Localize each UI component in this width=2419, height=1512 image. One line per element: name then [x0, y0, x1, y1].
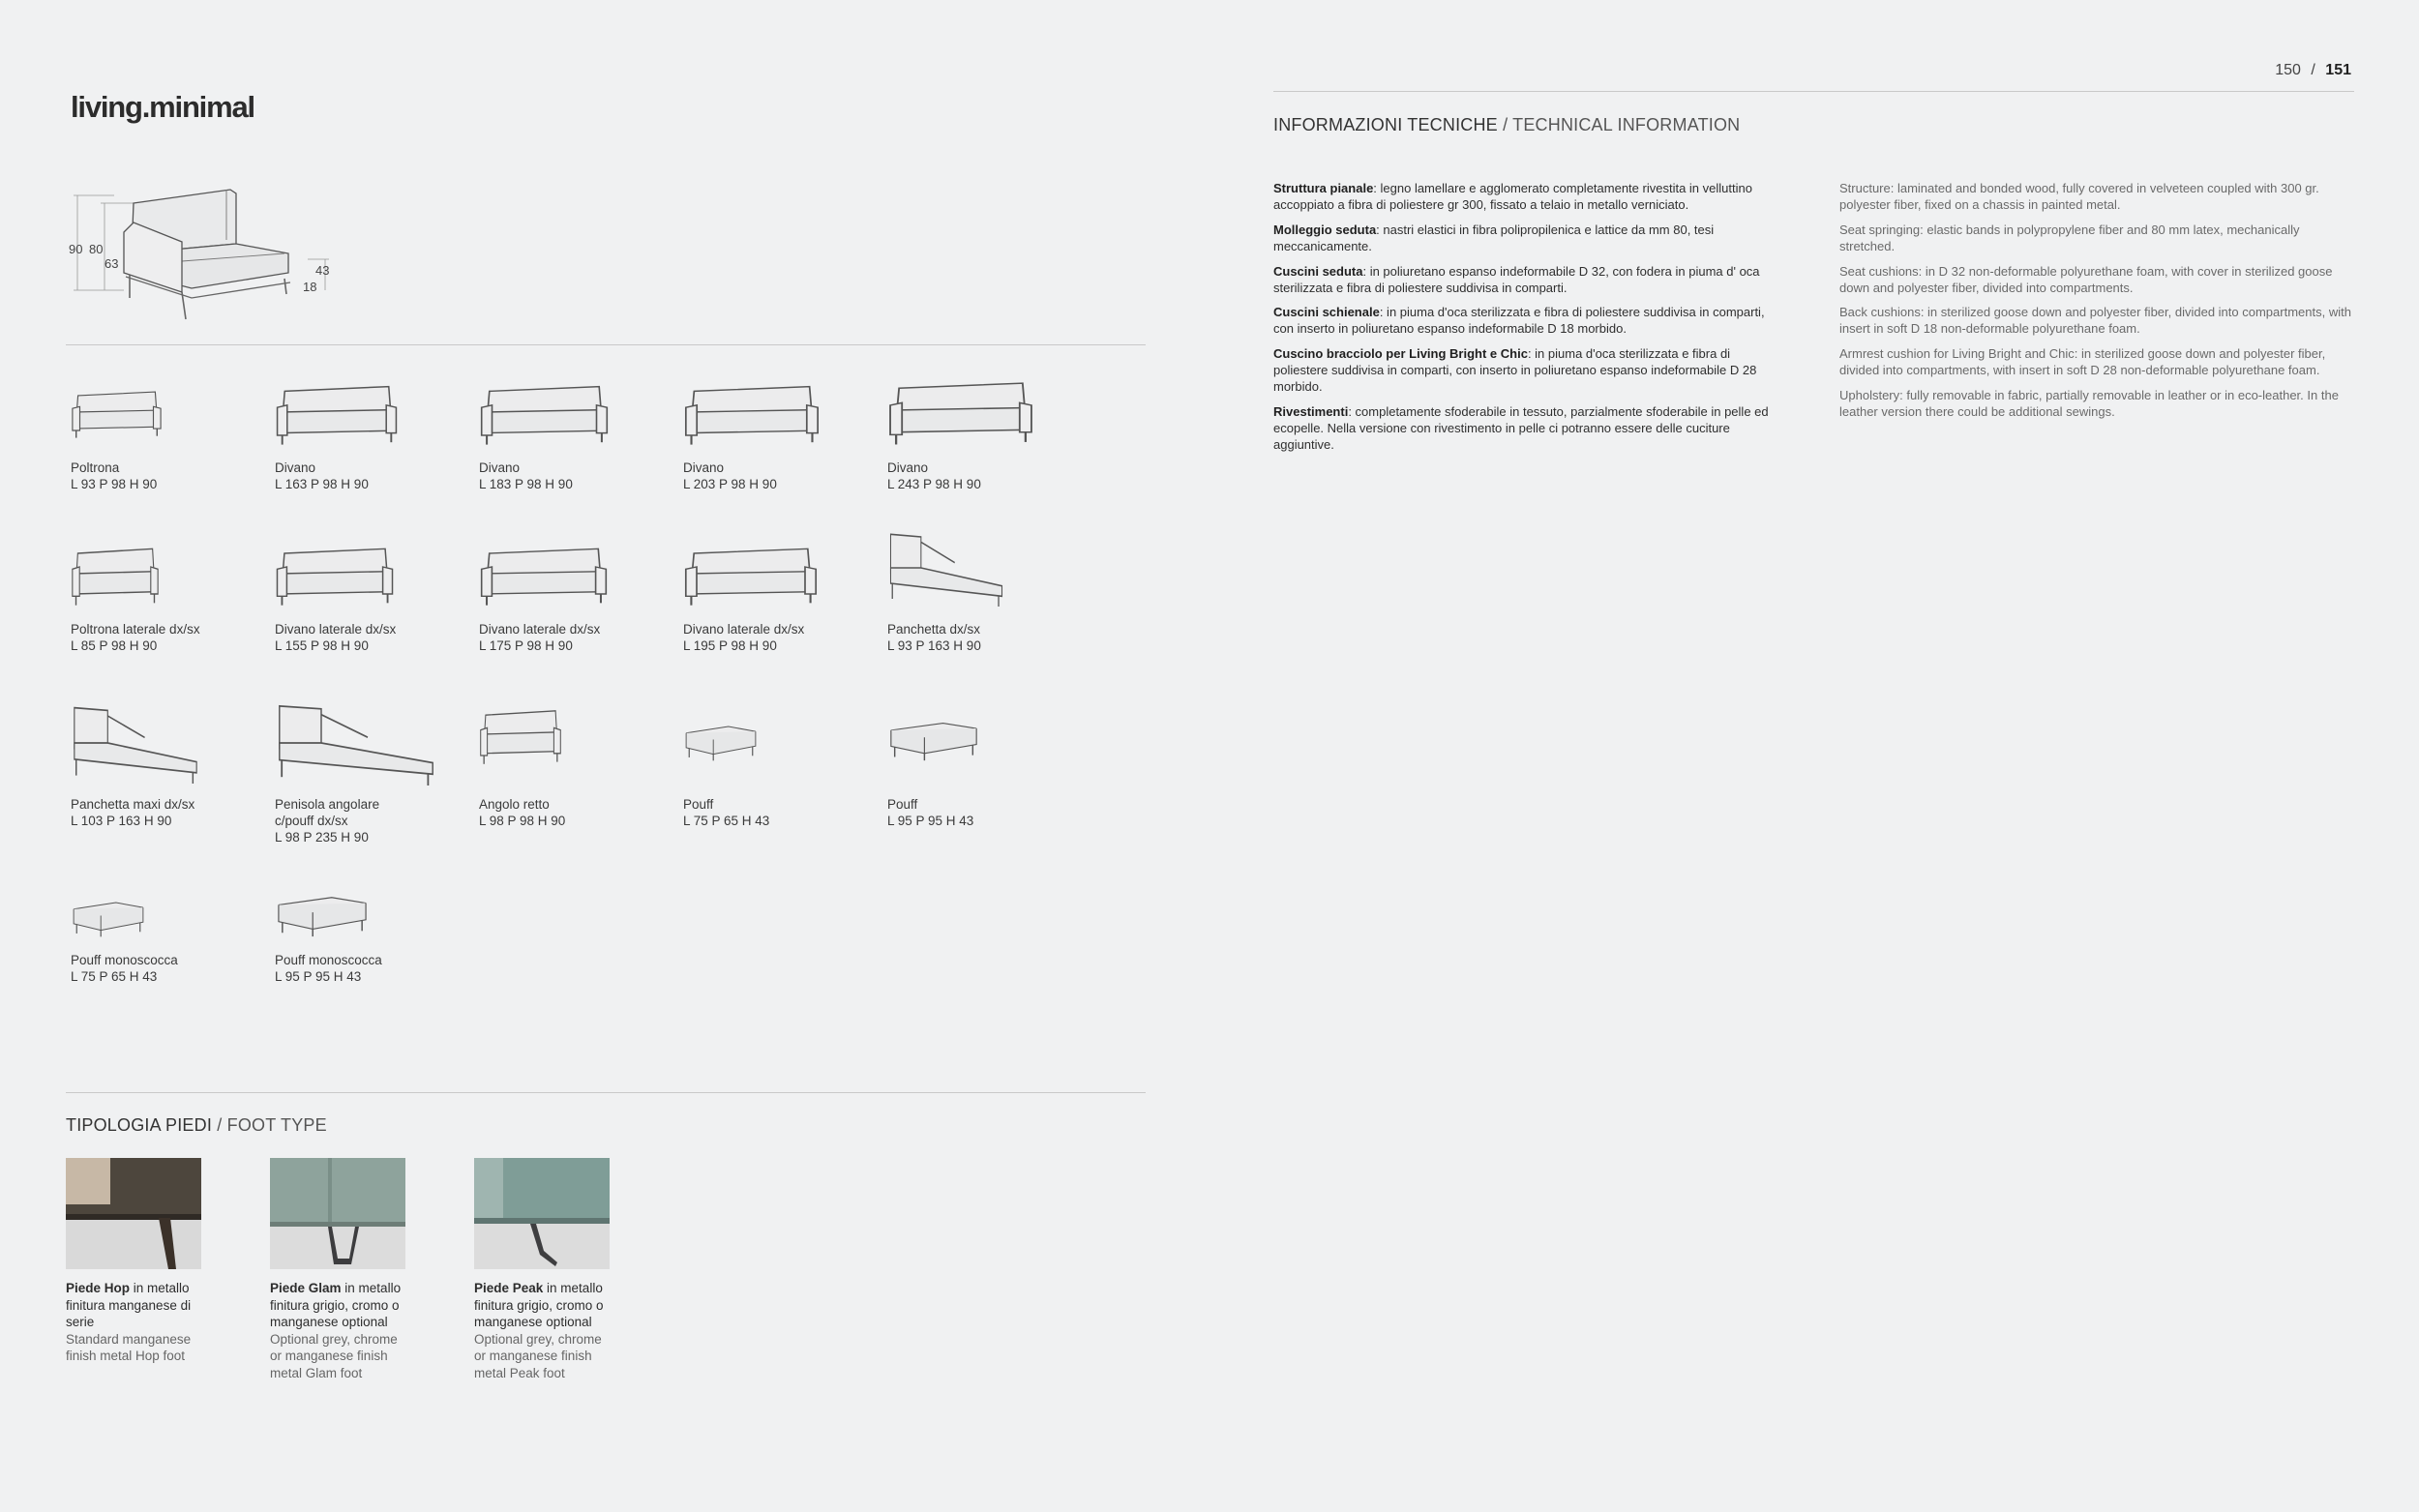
model-item [479, 540, 672, 653]
page-numbers [2275, 62, 2351, 79]
foot-desc-it: in metallo finitura grigio, cromo o manganese optional [474, 1281, 604, 1329]
model-item [71, 702, 264, 828]
tech-paragraph-en: Seat springing: elastic bands in polypropylene fiber and 80 mm latex, mechanically stretched. [1839, 222, 2300, 253]
model-name: Pouff [887, 797, 918, 812]
foot-card-hop [66, 1158, 203, 1365]
model-dims: L 95 P 95 H 43 [275, 969, 362, 984]
dimension-label: 18 [303, 280, 317, 294]
model-item [275, 700, 459, 845]
model-dims: L 75 P 65 H 43 [71, 969, 158, 984]
model-item [71, 377, 264, 491]
pouf-drawing [887, 718, 980, 762]
foot-desc-it: in metallo finitura manganese di serie [66, 1281, 192, 1329]
tech-text: : legno lamellare e agglomerato completamente rivestita in velluttino accoppiato a fibra di poliestere gr 300, fissato a telaio in metallo verniciato. [1273, 181, 1752, 212]
foot-desc-en: Standard manganese finish metal Hop foot [66, 1331, 192, 1363]
tech-paragraph-en: Seat cushions: in D 32 non-deformable polyurethane foam, with cover in sterilized goose down and polyester fiber, divided into compartments. [1839, 263, 2333, 295]
model-name: Divano [887, 460, 929, 475]
model-item [683, 540, 877, 653]
tech-paragraph [1273, 181, 1786, 214]
tech-paragraph [1273, 222, 1786, 255]
model-name: Poltrona laterale dx/sx [71, 622, 200, 637]
sofa-drawing [887, 373, 1034, 447]
model-item [683, 722, 877, 828]
foot-hop-photo [66, 1158, 201, 1269]
model-item [887, 529, 1081, 653]
model-name: Divano laterale dx/sx [479, 622, 601, 637]
model-dims: L 163 P 98 H 90 [275, 477, 369, 491]
page-number-right: 151 [2325, 62, 2351, 78]
model-dims: L 98 P 235 H 90 [275, 830, 369, 845]
model-name: Divano laterale dx/sx [683, 622, 805, 637]
foot-name: Piede Glam [270, 1281, 342, 1295]
model-dims: L 155 P 98 H 90 [275, 638, 369, 653]
model-dims: L 175 P 98 H 90 [479, 638, 573, 653]
sofa-drawing [479, 377, 610, 447]
tech-text: : in poliuretano espanso indeformabile D 32, con fodera in piuma d' oca sterilizzata e fibra di poliestere suddivisa in comparti. [1273, 263, 1760, 295]
tech-paragraph [1273, 346, 1786, 396]
model-item [71, 898, 264, 984]
tech-text: : in piuma d'oca sterilizzata e fibra di poliestere suddivisa in comparti, con inserto in poliuretano espanso indeformabile D 18 morbido. [1273, 305, 1765, 337]
model-item [275, 892, 468, 984]
divider [66, 1092, 1146, 1093]
page-number-separator: / [2311, 62, 2315, 78]
foot-glam-photo [270, 1158, 405, 1269]
page-number-left: 150 [2275, 62, 2301, 78]
model-item [479, 377, 672, 491]
tech-text: : nastri elastici in fibra polipropilenica e lattice da mm 80, tesi meccanicamente. [1273, 222, 1715, 253]
model-item [71, 540, 264, 653]
sofa-drawing [275, 377, 399, 447]
foot-name: Piede Hop [66, 1281, 131, 1295]
foot-title-en: FOOT TYPE [226, 1115, 327, 1135]
model-dims: L 183 P 98 H 90 [479, 477, 573, 491]
foot-title-it: TIPOLOGIA PIEDI [66, 1115, 213, 1135]
foot-card-glam [270, 1158, 407, 1381]
tech-paragraph [1273, 305, 1786, 338]
corner-peninsula-drawing [275, 700, 437, 786]
divider [66, 344, 1146, 345]
sofa-side-drawing [683, 540, 819, 608]
model-name: Pouff [683, 797, 714, 812]
tech-info-italian [1273, 181, 1786, 462]
model-dims: L 203 P 98 H 90 [683, 477, 777, 491]
model-dims: L 93 P 163 H 90 [887, 638, 981, 653]
tech-title-it: INFORMAZIONI TECNICHE [1273, 115, 1498, 134]
foot-desc-en: Optional grey, chrome or manganese finish metal Glam foot [270, 1331, 398, 1380]
sofa-drawing [683, 377, 821, 447]
bench-maxi-drawing [71, 702, 200, 784]
foot-card-peak [474, 1158, 612, 1381]
foot-desc-it: in metallo finitura grigio, cromo o manganese optional [270, 1281, 402, 1329]
model-dims: L 85 P 98 H 90 [71, 638, 158, 653]
foot-name: Piede Peak [474, 1281, 544, 1295]
sofa-side-drawing [275, 540, 395, 608]
tech-label: Cuscini seduta [1273, 263, 1363, 279]
model-item [683, 377, 877, 491]
model-dims: L 243 P 98 H 90 [887, 477, 981, 491]
dimension-label: 63 [105, 256, 119, 271]
model-dims: L 93 P 98 H 90 [71, 477, 158, 491]
model-item [275, 377, 468, 491]
model-dims: L 95 P 95 H 43 [887, 814, 974, 828]
dimension-label: 43 [315, 263, 330, 278]
model-name: Divano [479, 460, 521, 475]
model-name: Panchetta dx/sx [887, 622, 981, 637]
pouf-monocoque-drawing [71, 898, 146, 938]
tech-label: Struttura pianale [1273, 181, 1374, 195]
title-separator: / [212, 1115, 227, 1135]
model-item [275, 540, 468, 653]
dimension-label: 80 [89, 242, 104, 256]
armchair-drawing [71, 377, 163, 447]
pouf-drawing [683, 722, 759, 762]
tech-paragraph [1273, 404, 1786, 454]
tech-paragraph-en: Upholstery: fully removable in fabric, partially removable in leather or in eco-leather. In the leather version there could be additional sewings. [1839, 388, 2339, 419]
dimension-label: 90 [69, 242, 83, 256]
model-item [887, 373, 1081, 491]
model-name: Panchetta maxi dx/sx [71, 797, 195, 812]
model-dims: L 98 P 98 H 90 [479, 814, 566, 828]
model-name: Divano [275, 460, 316, 475]
model-name: Poltrona [71, 460, 120, 475]
model-item [887, 718, 1081, 828]
sofa-side-drawing [479, 540, 609, 608]
tech-title-en: TECHNICAL INFORMATION [1512, 115, 1741, 134]
tech-info-english [1839, 181, 2352, 430]
tech-paragraph-en: Back cushions: in sterilized goose down and polyester fiber, divided into compartments, with insert in soft D 18 non-deformable polyurethane foam. [1839, 305, 2351, 337]
model-name: Penisola angolare c/pouff dx/sx [275, 797, 380, 828]
tech-paragraph-en: Armrest cushion for Living Bright and Chic: in sterilized goose down and polyester fiber, divided into compartments, with insert in soft D 28 non-deformable polyurethane foam. [1839, 346, 2326, 378]
tech-section-title [1273, 115, 1740, 135]
tech-label: Molleggio seduta [1273, 222, 1377, 237]
foot-peak-photo [474, 1158, 610, 1269]
model-name: Divano [683, 460, 725, 475]
tech-label: Cuscini schienale [1273, 305, 1380, 320]
pouf-monocoque-drawing [275, 892, 370, 938]
model-item [479, 702, 672, 828]
title-separator: / [1497, 115, 1513, 134]
bench-drawing [887, 529, 1005, 607]
model-name: Pouff monoscocca [275, 953, 382, 967]
foot-section-title [66, 1115, 327, 1136]
tech-label: Rivestimenti [1273, 403, 1349, 419]
tech-text: : in piuma d'oca sterilizzata e fibra di poliestere suddivisa in comparti, con inserto in poliuretano espanso indeformabile D 28 morbido. [1273, 346, 1757, 395]
divider [1273, 91, 2354, 92]
model-dims: L 75 P 65 H 43 [683, 814, 770, 828]
tech-paragraph-en: Structure: laminated and bonded wood, fully covered in velveteen coupled with 300 gr. polyester fiber, fixed on a chassis in painted metal. [1839, 181, 2319, 212]
brand-title: living.minimal [71, 90, 254, 124]
model-name: Divano laterale dx/sx [275, 622, 397, 637]
model-name: Pouff monoscocca [71, 953, 178, 967]
armchair-side-drawing [71, 540, 160, 608]
tech-paragraph [1273, 264, 1786, 297]
corner-drawing [479, 702, 562, 766]
tech-label: Cuscino bracciolo per Living Bright e Chic [1273, 346, 1528, 362]
model-dims: L 103 P 163 H 90 [71, 814, 172, 828]
model-dims: L 195 P 98 H 90 [683, 638, 777, 653]
foot-desc-en: Optional grey, chrome or manganese finish metal Peak foot [474, 1331, 602, 1380]
model-name: Angolo retto [479, 797, 550, 812]
tech-text: : completamente sfoderabile in tessuto, parzialmente sfoderabile in pelle ed ecopelle. Nella versione con rivestimento in pelle ci potranno essere delle cuciture aggiuntive. [1273, 403, 1769, 452]
